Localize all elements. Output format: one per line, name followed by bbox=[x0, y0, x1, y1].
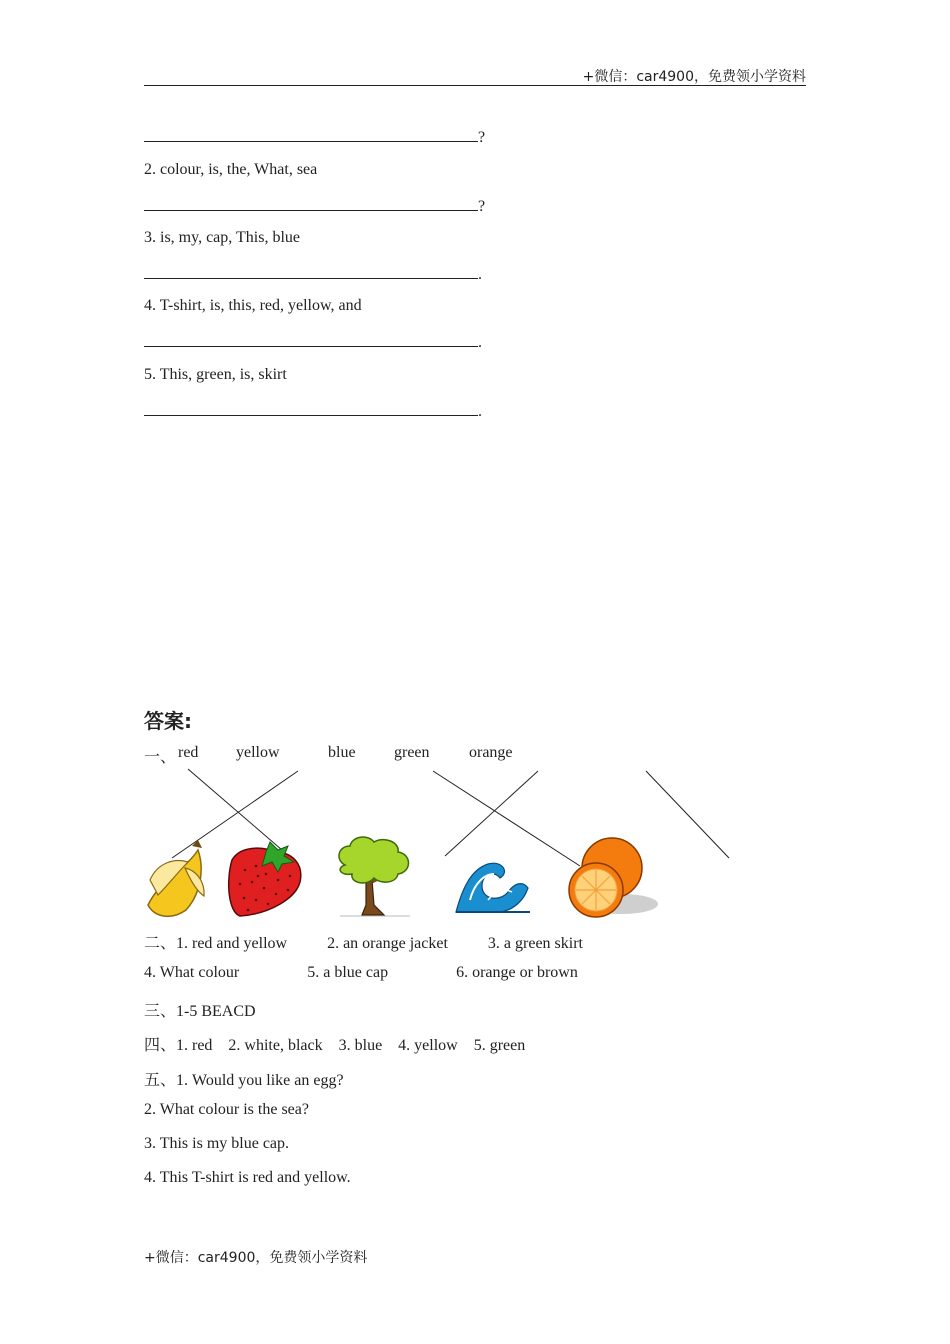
answer-line-2: ? bbox=[144, 195, 485, 216]
answers-title: 答案: bbox=[144, 709, 192, 733]
exercise-prompt-3: 3. is, my, cap, This, blue bbox=[144, 229, 300, 246]
answer-line-5: . bbox=[144, 400, 482, 421]
header-text: +微信：car4900，免费领小学资料 bbox=[582, 69, 806, 85]
answer-line-3: . bbox=[144, 263, 482, 284]
footer-text: +微信：car4900，免费领小学资料 bbox=[144, 1250, 368, 1266]
strawberry-icon bbox=[229, 842, 301, 916]
answer-part5-row1: 五、1. Would you like an egg? bbox=[144, 1072, 344, 1089]
tree-icon bbox=[339, 837, 410, 916]
banana-icon bbox=[148, 840, 204, 916]
color-word-green: green bbox=[394, 744, 430, 761]
match-line-orange bbox=[646, 771, 729, 858]
answer-part5-row2: 2. What colour is the sea? bbox=[144, 1101, 309, 1118]
answer-line-1: ? bbox=[144, 126, 485, 147]
answer-part5-row4: 4. This T-shirt is red and yellow. bbox=[144, 1169, 351, 1186]
answer-line-4: . bbox=[144, 331, 482, 352]
part1-prefix: 一、 bbox=[144, 749, 177, 766]
match-line-yellow bbox=[172, 771, 298, 858]
answer-part2-row2: 4. What colour 5. a blue cap 6. orange or brown bbox=[144, 964, 578, 981]
match-line-green bbox=[433, 771, 580, 866]
exercise-prompt-5: 5. This, green, is, skirt bbox=[144, 366, 287, 383]
match-line-red bbox=[188, 769, 282, 850]
orange-icon bbox=[569, 838, 658, 917]
answer-part5-row3: 3. This is my blue cap. bbox=[144, 1135, 290, 1152]
wave-icon bbox=[456, 863, 530, 912]
color-word-orange: orange bbox=[469, 744, 513, 761]
answer-part3: 三、1-5 BEACD bbox=[144, 1003, 256, 1020]
color-word-red: red bbox=[178, 744, 199, 761]
exercise-prompt-2: 2. colour, is, the, What, sea bbox=[144, 161, 318, 178]
color-word-blue: blue bbox=[328, 744, 356, 761]
exercise-prompt-4: 4. T-shirt, is, this, red, yellow, and bbox=[144, 297, 362, 314]
answer-part2-row1: 二、1. red and yellow 2. an orange jacket 3. a green skirt bbox=[144, 935, 583, 952]
answer-part4: 四、1. red 2. white, black 3. blue 4. yellow 5. green bbox=[144, 1037, 526, 1054]
match-line-blue bbox=[445, 771, 538, 856]
color-word-yellow: yellow bbox=[236, 744, 280, 761]
